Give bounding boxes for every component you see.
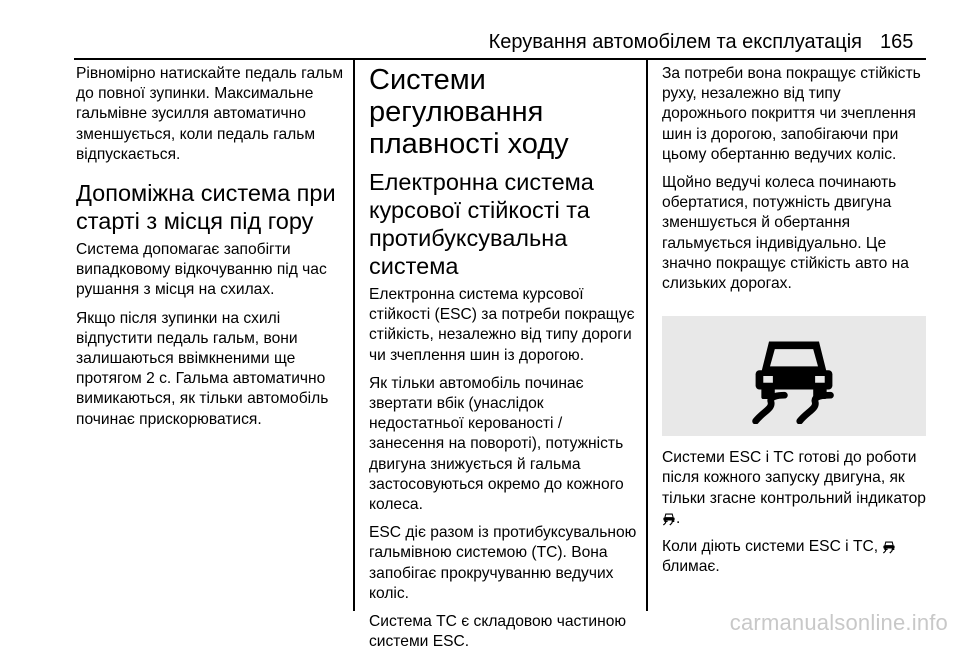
esc-active-text: Коли діють системи ESC і TC, [662,538,879,556]
paragraph-esc-tc-ready [662,448,928,529]
column-3 [662,64,928,585]
esc-active-text-end: блимає. [662,558,720,576]
column-divider-right [646,58,648,611]
skidding-car-icon [746,328,842,424]
esc-indicator-icon [662,511,676,526]
column-1 [76,64,348,438]
running-header-title: Керування автомобілем та експлуатація [488,31,862,53]
esc-indicator-illustration [662,316,926,436]
heading-ride-control-systems: Системи регулювання плавності ходу [369,64,569,160]
heading-hill-start-assist: Допоміжна система при старті з місця під гору [76,180,336,235]
column-2 [369,64,639,660]
header-rule [74,58,926,60]
paragraph-esc-tc-interaction: ESC діє разом із протибуксувальною гальмівною системою (TC). Вона запобігає прокручуванню ведучих коліс. [369,524,637,602]
paragraph-tc-benefit: За потреби вона покращує стійкість руху, незалежно від типу дорожнього покриття чи зчеплення шин із дорогою, запобігаючи при цьому обертанню ведучих коліс. [662,65,921,163]
paragraph-esc-description: Електронна система курсової стійкості (ESC) за потреби покращує стійкість, незалежно від типу дороги чи зчеплення шин із дорогою. [369,286,635,364]
paragraph-esc-tc-active [662,537,928,577]
paragraph-tc-operation: Щойно ведучі колеса починають обертатися, потужність двигуна зменшується й обертання гальмується індивідуально. Це значно покращує стійкість авто на слизьких дорогах. [662,174,909,293]
watermark: carmanualsonline.info [729,610,948,635]
heading-esc-tc: Електронна система курсової стійкості та протибуксувальна система [369,169,594,279]
esc-ready-text-end: . [676,509,681,527]
esc-indicator-icon [882,539,896,554]
paragraph-esc-operation: Як тільки автомобіль починає звертати вбік (унаслідок недостатньої керованості / занесення на повороті), потужність двигуна знижується й гальма застосовуються окремо до кожного колеса. [369,374,624,514]
paragraph-hill-start-description: Система допомагає запобігти випадковому відкочуванню під час рушання з місця на схилах. [76,241,327,299]
paragraph-hill-start-operation: Якщо після зупинки на схилі відпустити педаль гальм, вони залишаються ввімкненими ще протягом 2 с. Гальма автоматично вимикаються, як тільки автомобіль починає прискорюватися. [76,309,329,428]
paragraph-braking-intro: Рівномірно натискайте педаль гальм до повної зупинки. Максимальне гальмівне зусилля автоматично зменшується, коли педаль гальм відпускається. [76,65,344,163]
esc-ready-text: Системи ESC і TC готові до роботи після кожного запуску двигуна, як тільки згасне контрольний індикатор [662,449,926,507]
paragraph-tc-part-of-esc: Система TC є складовою частиною системи ESC. [369,613,627,651]
column-divider-left [353,58,355,611]
page-number: 165 [880,31,914,53]
